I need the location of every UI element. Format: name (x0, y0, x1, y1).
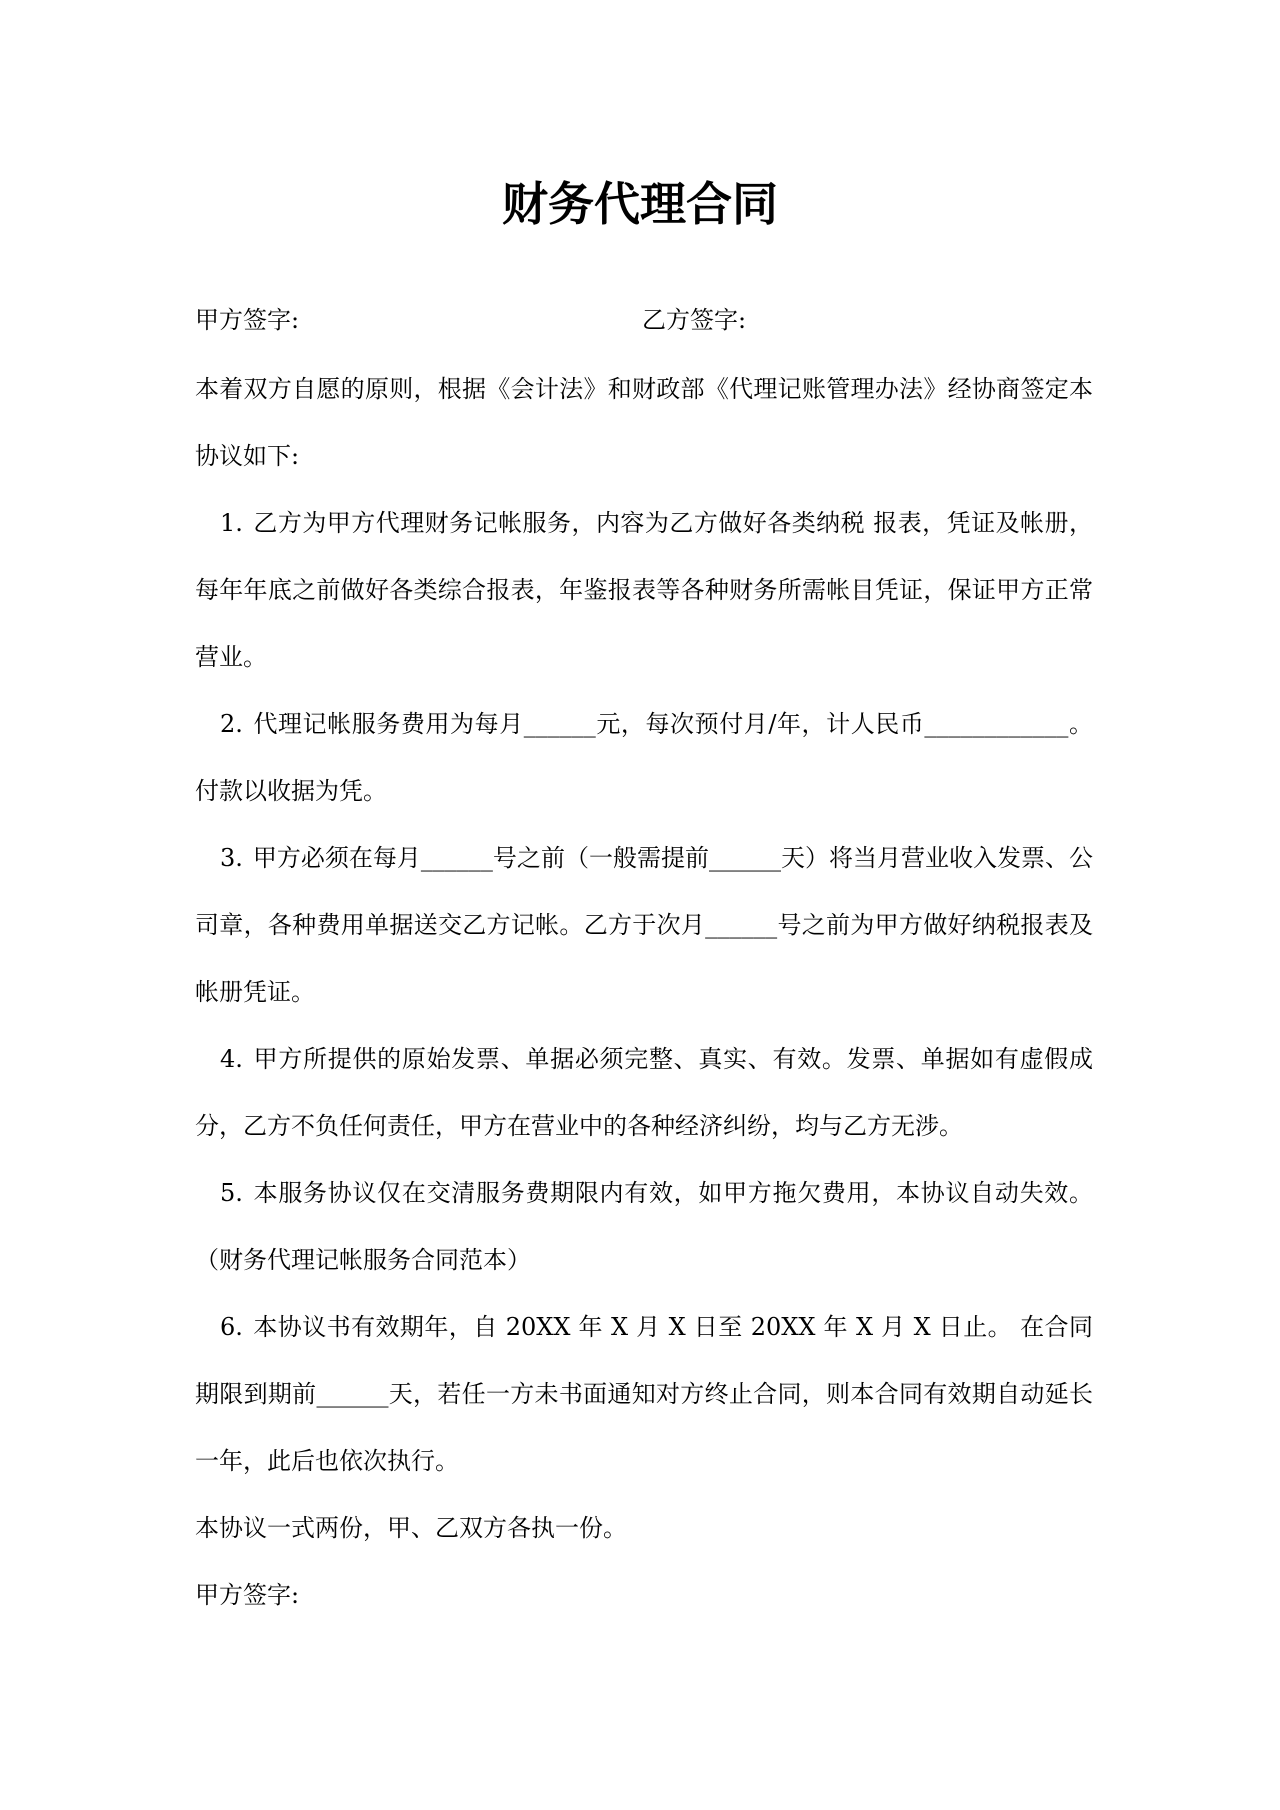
clause-text: 甲方必须在每月______号之前（一般需提前______天）将当月营业收入发票、公司章，各种费用单据送交乙方记帐。乙方于次月______号之前为甲方做好纳税报表及帐册凭证。 (195, 844, 1093, 1006)
clause-number: 5. (220, 1179, 243, 1207)
clause-text: 代理记帐服务费用为每月______元，每次预付月/年，计人民币____________。付款以收据为凭。 (195, 710, 1093, 805)
clause-text: 本服务协议仅在交清服务费期限内有效，如甲方拖欠费用，本协议自动失效。（财务代理记帐服务合同范本） (195, 1179, 1093, 1274)
preamble: 本着双方自愿的原则，根据《会计法》和财政部《代理记账管理办法》经协商签定本协议如下: (195, 375, 1093, 470)
clause-5 (195, 1160, 1093, 1294)
clause-number: 4. (220, 1045, 243, 1073)
clause-number: 1. (220, 509, 243, 537)
closing-party-a-signature-label: 甲方签字: (195, 1581, 300, 1609)
clause-number: 3. (220, 844, 243, 872)
signature-row (195, 300, 1095, 340)
clause-number: 6. (220, 1313, 243, 1341)
party-a-signature-label: 甲方签字: (195, 306, 300, 334)
clause-number: 2. (220, 710, 243, 738)
contract-body (195, 356, 1093, 1629)
party-b-signature-label: 乙方签字: (642, 306, 747, 334)
clause-6 (195, 1294, 1093, 1495)
closing-statement: 本协议一式两份，甲、乙双方各执一份。 (195, 1514, 627, 1542)
clause-1 (195, 490, 1093, 691)
clause-text: 甲方所提供的原始发票、单据必须完整、真实、有效。发票、单据如有虚假成分，乙方不负任何责任，甲方在营业中的各种经济纠纷，均与乙方无涉。 (195, 1045, 1093, 1140)
clause-4 (195, 1026, 1093, 1160)
clause-text: 本协议书有效期年，自 20XX 年 X 月 X 日至 20XX 年 X 月 X 日止。 在合同期限到期前______天，若任一方未书面通知对方终止合同，则本合同有效期自动延长一年，此后也依次执行。 (195, 1313, 1093, 1475)
clause-3 (195, 825, 1093, 1026)
clause-2 (195, 691, 1093, 825)
clause-text: 乙方为甲方代理财务记帐服务，内容为乙方做好各类纳税 报表，凭证及帐册，每年年底之前做好各类综合报表，年鉴报表等各种财务所需帐目凭证，保证甲方正常营业。 (195, 509, 1093, 671)
document-title: 财务代理合同 (502, 177, 778, 231)
